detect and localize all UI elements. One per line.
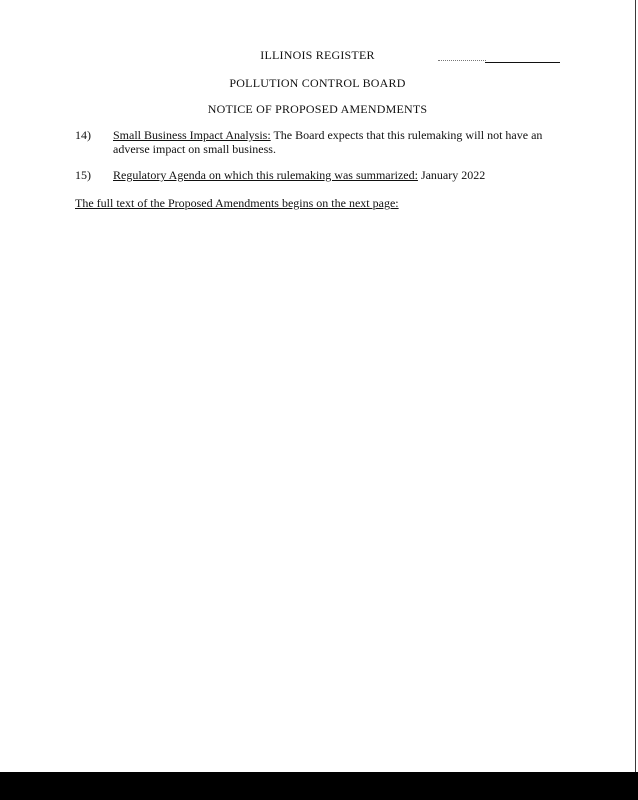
- item-number: 14): [75, 128, 91, 142]
- scan-edge-line: [635, 0, 636, 772]
- board-title: POLLUTION CONTROL BOARD: [229, 76, 406, 90]
- register-title: ILLINOIS REGISTER: [260, 48, 375, 62]
- item-heading: Regulatory Agenda on which this rulemaking was summarized:: [113, 168, 418, 182]
- item-body: [113, 168, 563, 182]
- item-heading: Small Business Impact Analysis:: [113, 128, 271, 142]
- footer-note: The full text of the Proposed Amendments begins on the next page:: [75, 196, 399, 210]
- item-text: The Board expects that this rulemaking will not have an adverse impact on small business.: [113, 128, 543, 156]
- notice-title: NOTICE OF PROPOSED AMENDMENTS: [207, 102, 428, 116]
- item-number: 15): [75, 168, 91, 182]
- item-text: January 2022: [420, 168, 486, 182]
- header-dotted-mark: [438, 60, 486, 61]
- item-body: [113, 128, 563, 156]
- scan-bottom-band: [0, 772, 638, 800]
- header-blank-line: [485, 62, 560, 63]
